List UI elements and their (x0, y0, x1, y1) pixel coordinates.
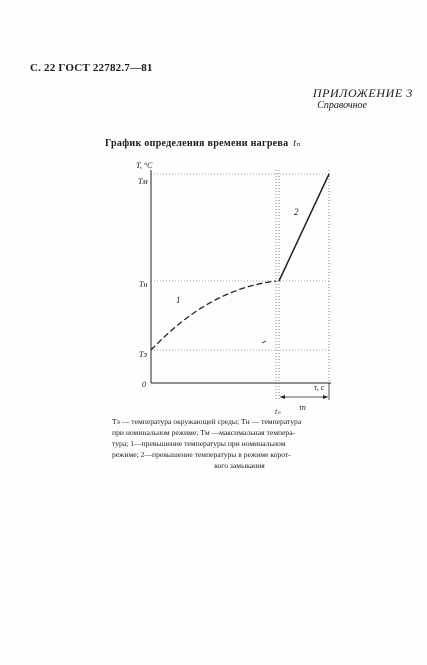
curve-2-label: 2 (294, 207, 299, 217)
figure-title-symbol: tₙ (293, 138, 301, 149)
legend-line-5: кого замыкания (214, 461, 265, 470)
curve-2-short-circuit (279, 174, 329, 281)
legend-line-4: режиме; 2—превышение температуры в режиме корот- (112, 450, 291, 459)
legend-line-3: тура; 1—превышение температуры при номинальном (112, 439, 286, 448)
x-tick-tau-p: τп (299, 403, 306, 412)
x-axis-label: τ, c (314, 383, 325, 392)
stray-mark (262, 341, 266, 343)
figure-legend (112, 416, 367, 471)
page-header: С. 22 ГОСТ 22782.7—81 (30, 62, 153, 74)
figure-title-text: График определения времени нагрева (105, 138, 289, 149)
curve-1-nominal (151, 281, 276, 350)
y-tick-te: Tэ (139, 350, 147, 359)
y-tick-tn: Tн (139, 280, 148, 289)
x-tick-tn: tₙ (275, 407, 281, 416)
y-tick-zero: 0 (142, 380, 146, 389)
y-tick-tm: Tм (138, 177, 148, 186)
appendix-subtitle: Справочное (317, 100, 367, 111)
curve-1-label: 1 (176, 295, 181, 305)
appendix-title: ПРИЛОЖЕНИЕ 3 (312, 86, 413, 100)
tau-p-arrow-right (323, 395, 328, 399)
legend-line-1: Tэ — температура окружающей среды; Tн — температура (112, 417, 302, 426)
legend-line-2: при номинальном режиме; Tм —максимальная темпера- (112, 428, 296, 437)
y-axis-label: T, °C (136, 161, 153, 170)
tau-p-arrow-left (280, 395, 285, 399)
